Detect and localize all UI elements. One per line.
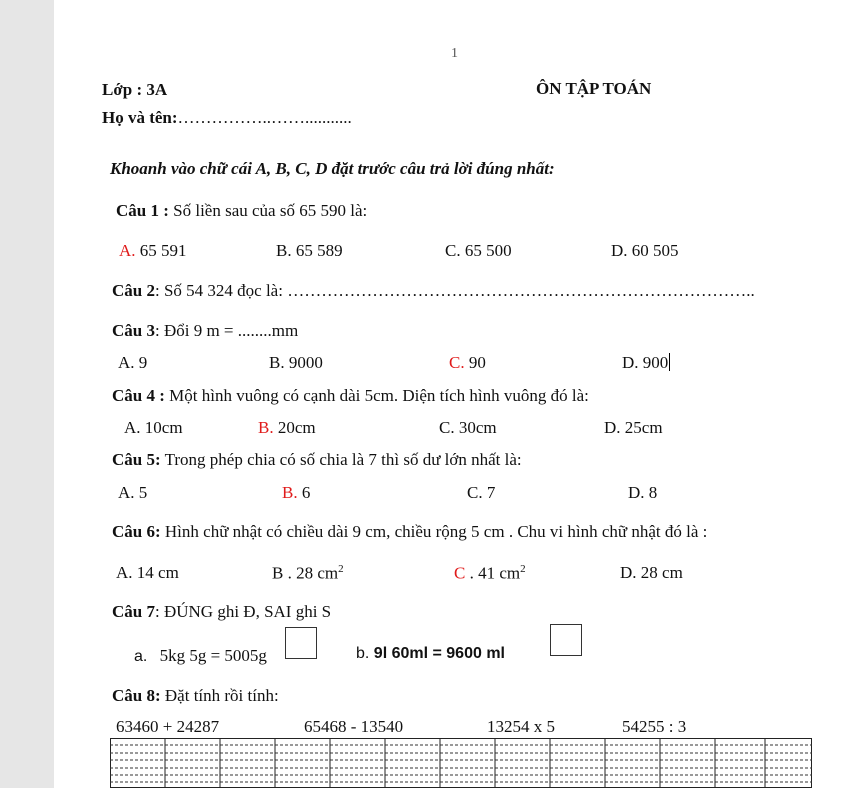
calculation-grid [110,738,812,788]
q7-part-a [134,646,267,666]
q3-option-b-value: 9000 [284,353,323,372]
question-6-label: Câu 6: [112,522,161,541]
q1-option-b [276,241,343,261]
q3-option-c [449,353,486,373]
q1-option-d-letter: D. [611,241,628,260]
q5-option-a-value: 5 [134,483,148,502]
q5-option-d [628,483,657,503]
q6-option-a [116,563,179,583]
q4-option-b-letter: B. [258,418,274,437]
q3-option-c-letter: C. [449,353,465,372]
q4-option-a-letter: A. [124,418,141,437]
q4-option-a-value: 10cm [140,418,183,437]
q7-part-a-label: a. [134,648,148,665]
q6-option-c-value: . 41 cm [465,563,521,583]
q1-option-c [445,241,512,261]
question-4 [112,386,589,406]
q4-option-d [604,418,663,438]
class-label: Lớp : 3A [102,80,168,99]
q5-option-a-letter: A. [118,483,135,502]
question-2-label: Câu 2 [112,281,155,300]
page-number: 1 [451,46,458,61]
q6-option-b-sup: 2 [338,563,344,575]
q1-option-d [611,241,679,261]
q6-option-b-letter: B [272,563,284,583]
q4-option-c-letter: C. [439,418,455,437]
q7-part-b [356,645,505,663]
q3-option-b-letter: B. [269,353,285,372]
q6-option-b-value: . 28 cm [283,563,339,583]
text-cursor [669,353,670,371]
document-title: ÔN TẬP TOÁN [536,79,652,98]
q7-part-a-expr: 5kg 5g = 5005g [159,646,267,665]
q3-option-d-value: 900 [638,353,669,372]
name-label: Họ và tên: [102,108,178,127]
instruction-text: Khoanh vào chữ cái A, B, C, D đặt trước câu trả lời đúng nhất: [110,159,555,178]
q7-part-b-label: b. [356,645,370,662]
name-dots: ……………..……........... [177,108,352,127]
q6-option-d-letter: D. [620,563,637,582]
question-2-text: : Số 54 324 đọc là: [154,281,288,300]
q6-option-a-letter: A. [116,563,133,582]
q4-option-a [124,418,183,438]
q3-option-a-value: 9 [134,353,148,372]
q1-option-a [119,241,187,261]
q7-b-answer-box[interactable] [550,624,582,656]
q5-option-c-value: 7 [482,483,496,502]
q3-option-d [622,353,670,373]
question-1-text: Số liền sau của số 65 590 là: [168,201,368,220]
q1-option-a-value: 65 591 [135,241,187,260]
q5-option-d-value: 8 [644,483,658,502]
question-5-text: Trong phép chia có số chia là 7 thì số dư lớn nhất là: [160,450,522,469]
q6-option-c [454,563,526,584]
q6-option-d-value: 28 cm [636,563,683,582]
q4-option-c-value: 30cm [454,418,497,437]
name-line [102,108,352,128]
q8-expr-4: 54255 : 3 [622,717,687,736]
q5-option-b-letter: B. [282,483,298,502]
q5-option-d-letter: D. [628,483,645,502]
question-3-label: Câu 3 [112,321,155,340]
q8-expr-3: 13254 x 5 [487,717,555,736]
q4-option-d-value: 25cm [620,418,663,437]
question-3 [112,321,298,341]
question-7 [112,602,331,622]
question-7-label: Câu 7 [112,602,155,621]
q5-option-c-letter: C. [467,483,483,502]
document-page [54,0,846,788]
q5-option-c [467,483,495,503]
q3-option-c-value: 90 [464,353,486,372]
question-7-text: : ĐÚNG ghi Đ, SAI ghi S [154,602,332,621]
question-4-text: Một hình vuông có cạnh dài 5cm. Diện tích hình vuông đó là: [164,386,589,405]
q1-option-d-value: 60 505 [627,241,679,260]
q3-option-a [118,353,147,373]
question-5 [112,450,522,470]
question-5-label: Câu 5: [112,450,161,469]
q1-option-b-value: 65 589 [291,241,343,260]
q8-expr-2: 65468 - 13540 [304,717,404,736]
question-2 [112,281,755,301]
q1-option-c-value: 65 500 [460,241,512,260]
q5-option-b [282,483,310,503]
q1-option-a-letter: A. [119,241,136,260]
q6-option-b [272,563,344,584]
q7-part-b-expr: 9l 60ml = 9600 ml [369,645,505,662]
q6-option-c-sup: 2 [520,563,526,575]
q4-option-d-letter: D. [604,418,621,437]
q6-option-a-value: 14 cm [132,563,179,582]
q5-option-a [118,483,147,503]
q6-option-d [620,563,683,583]
q4-option-b [258,418,316,438]
q4-option-c [439,418,497,438]
question-6 [112,522,707,542]
question-4-label: Câu 4 : [112,386,165,405]
question-8-label: Câu 8: [112,686,161,705]
q3-option-b [269,353,323,373]
question-2-dots: ……………………………………………………………………….. [287,281,755,300]
q3-option-d-letter: D. [622,353,639,372]
question-6-text: Hình chữ nhật có chiều dài 9 cm, chiều rộng 5 cm . Chu vi hình chữ nhật đó là : [160,522,708,541]
question-1-label: Câu 1 : [116,201,169,220]
question-3-text: : Đổi 9 m = ........mm [154,321,299,340]
question-1 [116,201,367,221]
q5-option-b-value: 6 [297,483,311,502]
q6-option-c-letter: C [454,563,466,583]
question-8-text: Đặt tính rồi tính: [160,686,279,705]
q8-expr-1: 63460 + 24287 [116,717,220,736]
question-8 [112,686,279,706]
q3-option-a-letter: A. [118,353,135,372]
q4-option-b-value: 20cm [273,418,316,437]
q1-option-c-letter: C. [445,241,461,260]
q7-a-answer-box[interactable] [285,627,317,659]
calculation-grid-lines [110,738,812,788]
q1-option-b-letter: B. [276,241,292,260]
